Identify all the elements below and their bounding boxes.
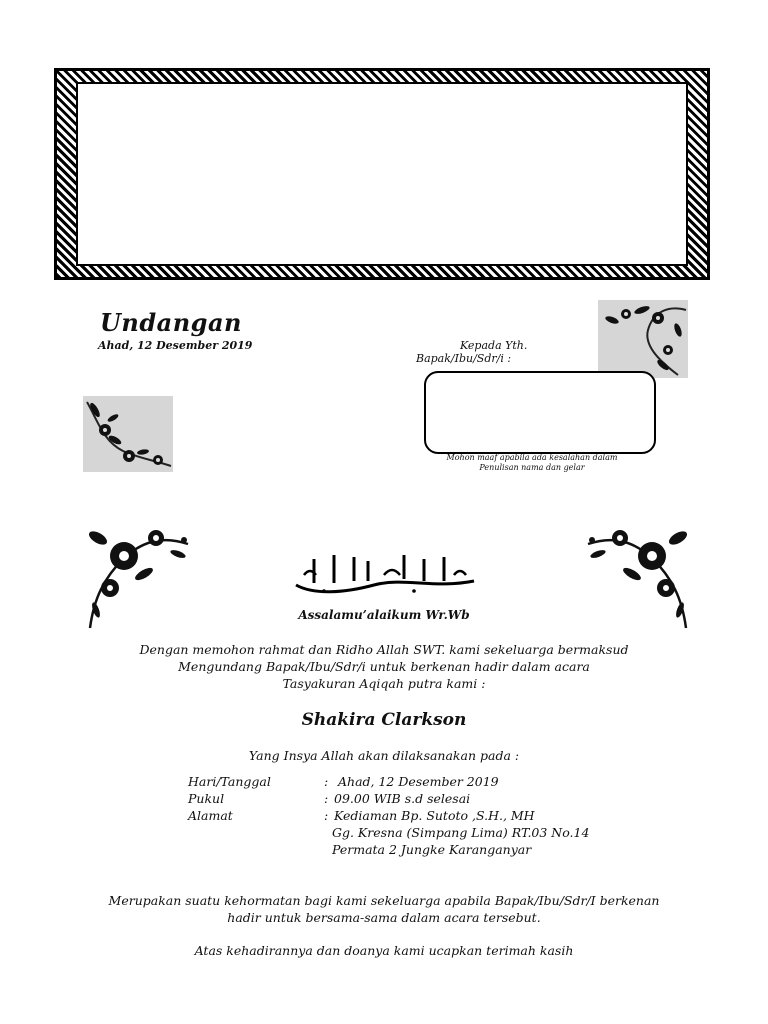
alamat-label: Alamat [188, 808, 233, 823]
left-flower-icon [83, 396, 173, 472]
pukul-value: 09.00 WIB s.d selesai [334, 791, 471, 806]
schedule-intro: Yang Insya Allah akan dilaksanakan pada : [248, 748, 520, 763]
hari-label: Hari/Tanggal [188, 774, 271, 789]
hari-colon: : [324, 774, 329, 789]
thanks-line: Atas kehadirannya dan doanya kami ucapkan terimah kasih [194, 943, 574, 958]
intro-line-1: Dengan memohon rahmat dan Ridho Allah SWT. kami sekeluarga bermaksud [139, 642, 629, 657]
recipient-heading: Kepada Yth. [460, 339, 528, 352]
closing-line-2: hadir untuk bersama-sama dalam acara tersebut. [227, 910, 541, 925]
intro-line-3: Tasyakuran Aqiqah putra kami : [282, 676, 486, 691]
closing-line-1: Merupakan suatu kehormatan bagi kami sekeluarga apabila Bapak/Ibu/Sdr/I berkenan [108, 893, 660, 908]
apology-note-line1: Mohon maaf apabila ada kesalahan dalam [446, 453, 618, 462]
recipient-name-box[interactable] [424, 371, 656, 454]
alamat-value-3: Permata 2 Jungke Karanganyar [332, 842, 532, 857]
pukul-colon: : [324, 791, 329, 806]
invitation-title: Undangan [100, 308, 242, 337]
alamat-colon: : [324, 808, 329, 823]
recipient-label: Bapak/Ibu/Sdr/i : [416, 352, 512, 365]
alamat-value-1: Kediaman Bp. Sutoto ,S.H., MH [334, 808, 535, 823]
frame-inner-blank [76, 82, 688, 266]
hari-value: Ahad, 12 Desember 2019 [338, 774, 499, 789]
corner-flower-icon [598, 300, 688, 378]
greeting: Assalamu’alaikum Wr.Wb [298, 608, 470, 622]
bismillah-calligraphy-icon [284, 545, 484, 602]
pukul-label: Pukul [188, 791, 225, 806]
invitation-date: Ahad, 12 Desember 2019 [98, 339, 253, 352]
alamat-value-2: Gg. Kresna (Simpang Lima) RT.03 No.14 [332, 825, 590, 840]
decorative-frame [54, 68, 710, 280]
child-name: Shakira Clarkson [301, 710, 467, 730]
intro-line-2: Mengundang Bapak/Ibu/Sdr/i untuk berkenan hadir dalam acara [178, 659, 590, 674]
apology-note-line2: Penulisan nama dan gelar [479, 463, 585, 472]
